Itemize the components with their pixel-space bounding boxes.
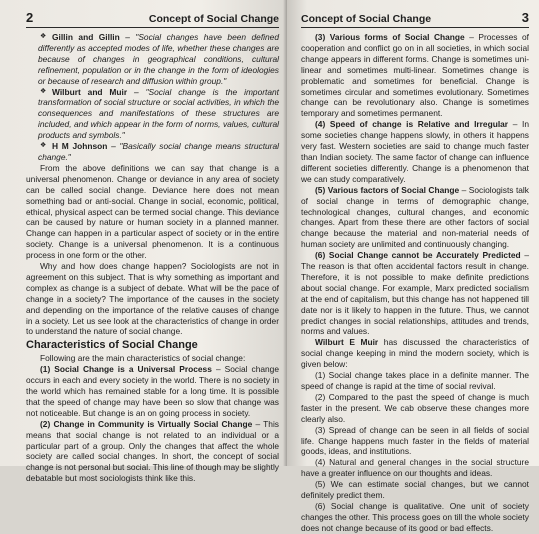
characteristic-text: – In some societies change happens slowly, in others it happens very fast. Western societies are said to change much faster than Indian society. The same factor of change can influence different societies differently. Change is a phenomenon that we can study comparatively. xyxy=(301,119,530,184)
quote-text: – "Basically social change means structural change." xyxy=(38,141,279,162)
characteristic-title: (5) Various factors of Social Change xyxy=(315,184,460,195)
paragraph: From the above definitions we can say that change is a universal phenomenon. Change or deviance in any area of society can be called social change. Deviance here does not mean something bad or anti-social. Change in social, economic, political, ethical, physical aspect can be termed social change. This deviance can be caused by nature or human society in a planned manner. Change can happen in a particular aspect of society or in the entire society. Change is a universal phenomenon. It is a continuous process in one form or the other. xyxy=(26,162,279,261)
characteristic-text: – Processes of cooperation and conflict go on in all societies, in which social change appears in different forms. Change is sometimes uni-linear and sometimes multi-linear. Sometimes change is problematic and sometimes for beneficial. Change is sometimes circular and sometimes evolutionary. Sometimes change can be revolutionary also. Change is sometimes temporary and sometimes permanent. xyxy=(301,32,529,119)
quote-author: Gillin and Gillin xyxy=(52,32,120,42)
left-page-header xyxy=(26,10,279,28)
list-item: (2) Compared to the past the speed of change is much faster in the present. We cab observe these changes more clearly also. xyxy=(301,391,529,424)
left-page-body xyxy=(26,32,279,484)
right-page-body xyxy=(301,32,529,534)
quote-author: H M Johnson xyxy=(52,141,108,152)
quote-item xyxy=(26,87,279,142)
characteristic-item xyxy=(301,185,529,250)
characteristic-item xyxy=(301,119,529,184)
quote-author: Wilburt and Muir xyxy=(52,86,128,97)
characteristic-text: – Social change occurs in each and every society in the world. There is no society in the world which has remained stable for a long time. It is possible that the speed of change may have been so slow that change was not noticeable. But change is an on going process in society. xyxy=(26,364,279,418)
characteristic-text: – Sociologists talk of social change in terms of demographic change, technological changes, cultural changes, and economic changes. Apart from these there are other factors of social change because the material and non-material needs of human society are unlimited and continuously changing. xyxy=(301,184,529,250)
characteristic-title: (6) Social Change cannot be Accurately Predicted xyxy=(315,250,521,261)
list-item: (5) We can estimate social changes, but we cannot definitely predict them. xyxy=(301,479,529,501)
characteristic-item xyxy=(26,419,279,484)
paragraph xyxy=(301,337,529,370)
characteristic-text: – The reason is that often accidental factors result in change. Therefore, it is not possible to make definite predictions about social change. For example, Marx predicted socialism at the end of capitalism, but this change has not happened till date nor is it likely to happen in the future. Thus, we cannot predict changes in social relationships, attitudes and trends, norms and values. xyxy=(301,250,529,337)
characteristic-title: (3) Various forms of Social Change xyxy=(315,32,465,42)
section-heading: Characteristics of Social Change xyxy=(26,339,198,352)
paragraph-text: has discussed the characteristics of social change keeping in mind the modern society, which is given below: xyxy=(301,337,530,370)
running-title: Concept of Social Change xyxy=(148,13,279,25)
bullet-icon: ❖ xyxy=(40,33,47,40)
quote-text: – "Social changes have been defined differently as accepted modes of life, whether these changes are because of changes in geographical conditions, cultural refinement, population or in the change in the form of ideologies or because of research and diffusion within group." xyxy=(38,32,279,86)
list-item: (4) Natural and general changes in the social structure have a greater influence on our thoughts and ideas. xyxy=(301,457,529,479)
characteristic-item xyxy=(301,32,529,119)
quote-text: – "Social change is the important transformation of social structure or social activities, in which the consequences and manifestations of these structures are included, and which appear in the form of norms, values, cultural products and symbols." xyxy=(38,86,279,141)
right-page-header xyxy=(301,10,529,28)
characteristic-text: – This means that social change is not related to an individual or a particular part of a group. Only the changes that affect the whole society are called social changes. In short, the concept of social change is not personal but social. This line of though may be slightly debatable but most sociologists think like this. xyxy=(26,418,279,484)
paragraph: Why and how does change happen? Sociologists are not in agreement on this subject. That is why something as important and complex as change is a subject of debate. What will be the pace of change in a society? The importance of the causes in the society and depending on the importance of the relative causes of change in a society. Let us see look at the characteristics of change in order to understand the nature of social change. xyxy=(26,261,279,337)
characteristic-title: (1) Social Change is a Universal Process xyxy=(40,364,212,375)
page-number: 2 xyxy=(26,10,34,25)
characteristic-item xyxy=(26,364,279,419)
left-page xyxy=(0,0,287,484)
characteristic-title: (2) Change in Community is Virtually Social Change xyxy=(40,418,253,429)
characteristic-title: (4) Speed of change is Relative and Irregular xyxy=(315,119,509,130)
list-item: (1) Social change takes place in a definite manner. The speed of change is rapid at the time of social revival. xyxy=(301,370,529,391)
quote-item xyxy=(26,141,279,163)
list-item: (6) Social change is qualitative. One unit of society changes the other. This process goes on till the whole society does not change because of its good or bad effects. xyxy=(301,500,529,533)
right-page xyxy=(287,0,539,533)
page-number: 3 xyxy=(521,10,529,25)
paragraph: Following are the main characteristics of social change: xyxy=(40,353,246,364)
author-name: Wilburt E Muir xyxy=(315,337,379,348)
list-item: (3) Spread of change can be seen in all fields of social life. Change happens much faster in the fields of material goods, ideas, and institutions. xyxy=(301,424,529,457)
bullet-icon: ❖ xyxy=(40,142,47,150)
quote-item xyxy=(26,32,279,87)
running-title: Concept of Social Change xyxy=(301,13,432,25)
characteristic-item xyxy=(301,250,529,337)
bullet-icon: ❖ xyxy=(40,87,47,95)
